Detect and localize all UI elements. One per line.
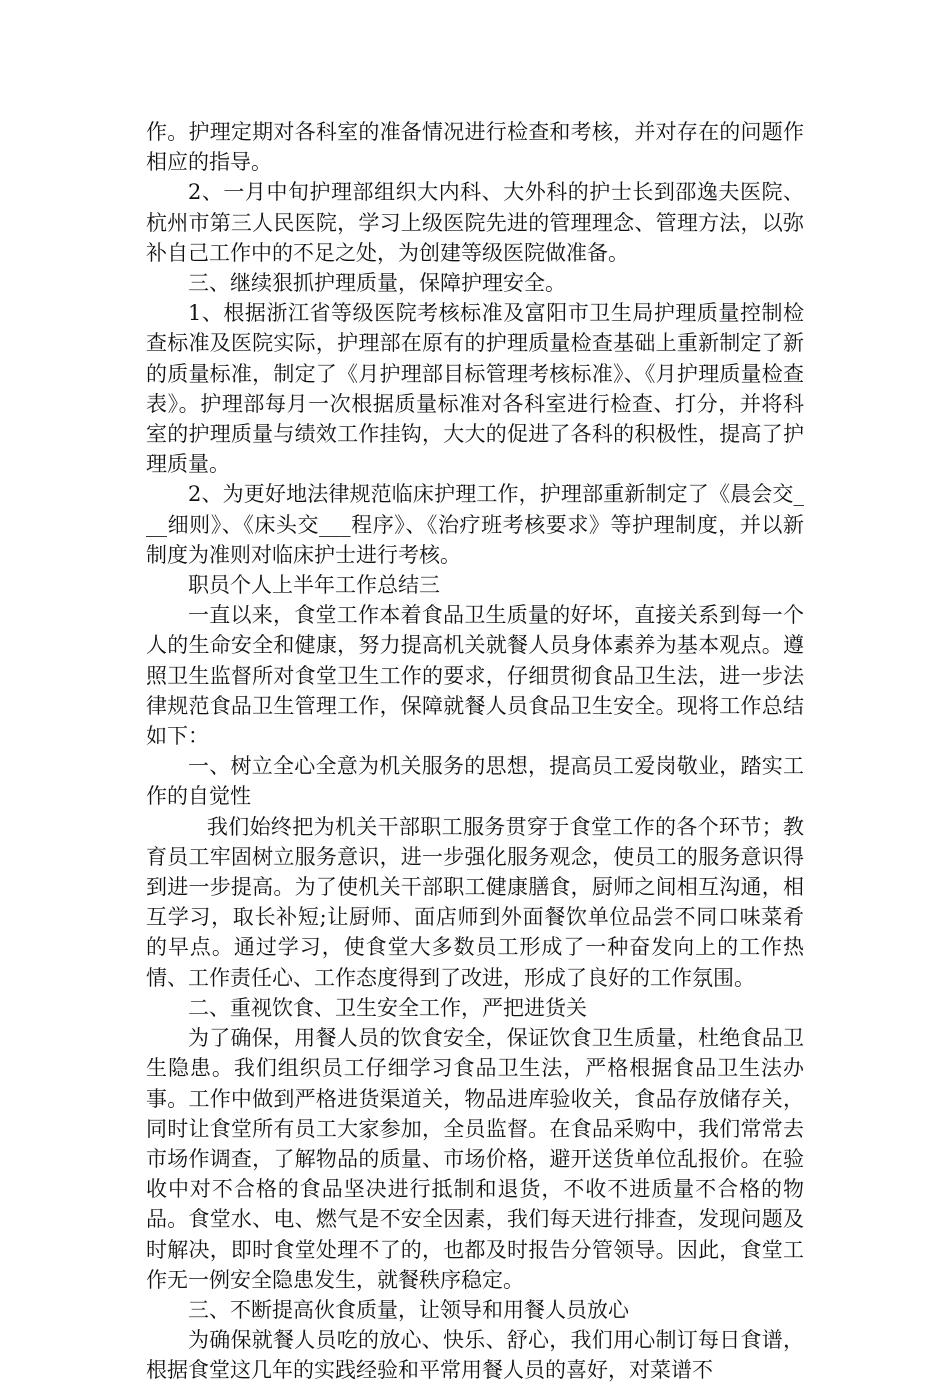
paragraph-quality-standards: 1、根据浙江省等级医院考核标准及富阳市卫生局护理质量控制检查标准及医院实际，护理部在原有的护理质量检查基础上重新制定了新的质量标准，制定了《月护理部目标管理考核标准》、《月护理质量检查表》。护理部每月一次根据质量标准对各科室进行检查、打分，并将科室的护理质量与绩效工作挂钩，大大的促进了各科的积极性，提高了护理质量。 <box>146 301 804 477</box>
paragraph-meal-quality-detail: 为确保就餐人员吃的放心、快乐、舒心，我们用心制订每日食谱，根据食堂这几年的实践经验和平常用餐人员的喜好，对菜谱不 <box>146 1328 804 1383</box>
paragraph-new-regulations: 2、为更好地法律规范临床护理工作，护理部重新制定了《晨会交___细则》、《床头交___程序》、《治疗班考核要求》等护理制度，并以新制度为准则对临床护士进行考核。 <box>146 482 804 567</box>
section-heading-food-safety: 二、重视饮食、卫生安全工作，严把进货关 <box>188 995 587 1020</box>
document-subtitle: 职员个人上半年工作总结三 <box>188 573 440 598</box>
section-heading-nursing-quality: 三、继续狠抓护理质量，保障护理安全。 <box>188 271 566 296</box>
paragraph-service-detail: 我们始终把为机关干部职工服务贯穿于食堂工作的各个环节；教育员工牢固树立服务意识，进一步强化服务观念，使员工的服务意识得到进一步提高。为了使机关干部职工健康膳食，厨师之间相互沟通，相互学习，取长补短;让厨师、面店师到外面餐饮单位品尝不同口味菜肴的早点。通过学习，使食堂大多数员工形成了一种奋发向上的工作热情、工作责任心、工作态度得到了改进，形成了良好的工作氛围。 <box>146 814 804 990</box>
paragraph-study-visit: 2、一月中旬护理部组织大内科、大外科的护士长到邵逸夫医院、杭州市第三人民医院，学习上级医院先进的管理理念、管理方法，以弥补自己工作中的不足之处，为创建等级医院做准备。 <box>146 180 804 265</box>
paragraph-food-safety-detail: 为了确保，用餐人员的饮食安全，保证饮食卫生质量，杜绝食品卫生隐患。我们组织员工仔细学习食品卫生法，严格根据食品卫生法办事。工作中做到严格进货渠道关，物品进库验收关，食品存放储存关，同时让食堂所有员工大家参加，全员监督。在食品采购中，我们常常去市场作调查，了解物品的质量、市场价格，避开送货单位乱报价。在验收中对不合格的食品坚决进行抵制和退货，不收不进质量不合格的物品。食堂水、电、燃气是不安全因素，我们每天进行排查，发现问题及时解决，即时食堂处理不了的，也都及时报告分管领导。因此，食堂工作无一例安全隐患发生，就餐秩序稳定。 <box>146 1026 804 1292</box>
document-body <box>146 117 804 1386</box>
section-heading-meal-quality: 三、不断提高伙食质量，让领导和用餐人员放心 <box>188 1297 629 1322</box>
paragraph-canteen-intro: 一直以来，食堂工作本着食品卫生质量的好坏，直接关系到每一个人的生命安全和健康，努力提高机关就餐人员身体素养为基本观点。遵照卫生监督所对食堂卫生工作的要求，仔细贯彻食品卫生法，进一步法律规范食品卫生管理工作，保障就餐人员食品卫生安全。现将工作总结如下： <box>146 603 804 749</box>
section-heading-service: 一、树立全心全意为机关服务的思想，提高员工爱岗敬业，踏实工作的自觉性 <box>146 754 804 809</box>
paragraph-continuation: 作。护理定期对各科室的准备情况进行检查和考核，并对存在的问题作相应的指导。 <box>146 120 804 175</box>
